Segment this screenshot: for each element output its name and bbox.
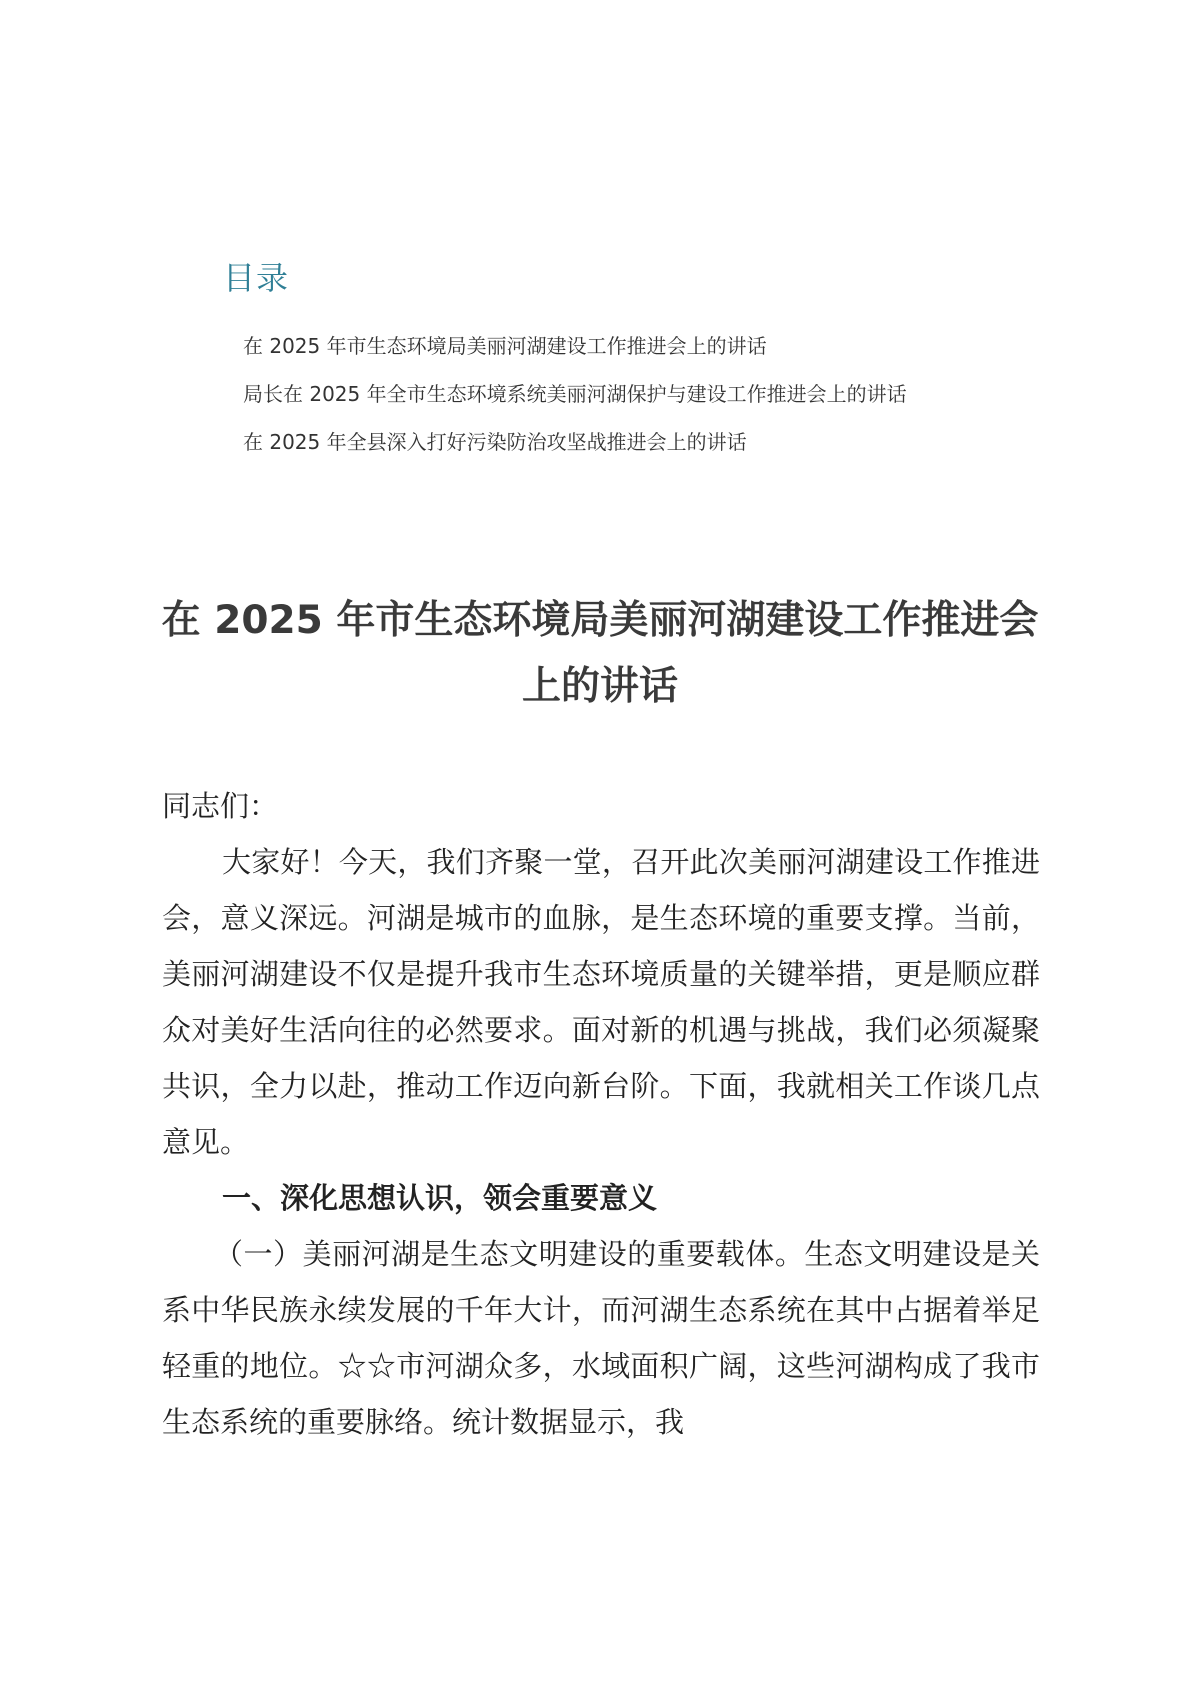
document-body	[162, 778, 1040, 1450]
section-heading-1: 一、深化思想认识，领会重要意义	[222, 1181, 658, 1215]
toc-title: 目录	[223, 259, 290, 297]
document-title: 在 2025 年市生态环境局美丽河湖建设工作推进会上的讲话	[161, 598, 1039, 709]
toc-item-1[interactable]: 在 2025 年市生态环境局美丽河湖建设工作推进会上的讲话	[243, 334, 767, 358]
section-1-paragraph-1: （一）美丽河湖是生态文明建设的重要载体。生态文明建设是关系中华民族永续发展的千年大计，而河湖生态系统在其中占据着举足轻重的地位。☆☆市河湖众多，水域面积广阔，这些河湖构成了我市生态系统的重要脉络。统计数据显示，我	[162, 1237, 1040, 1439]
intro-paragraph: 大家好！今天，我们齐聚一堂，召开此次美丽河湖建设工作推进会，意义深远。河湖是城市的血脉，是生态环境的重要支撑。当前，美丽河湖建设不仅是提升我市生态环境质量的关键举措，更是顺应群众对美好生活向往的必然要求。面对新的机遇与挑战，我们必须凝聚共识，全力以赴，推动工作迈向新台阶。下面，我就相关工作谈几点意见。	[162, 845, 1040, 1159]
toc-item-2[interactable]: 局长在 2025 年全市生态环境系统美丽河湖保护与建设工作推进会上的讲话	[243, 382, 907, 406]
salutation: 同志们：	[162, 789, 279, 823]
table-of-contents	[243, 322, 1143, 466]
toc-item-3[interactable]: 在 2025 年全县深入打好污染防治攻坚战推进会上的讲话	[243, 430, 747, 454]
